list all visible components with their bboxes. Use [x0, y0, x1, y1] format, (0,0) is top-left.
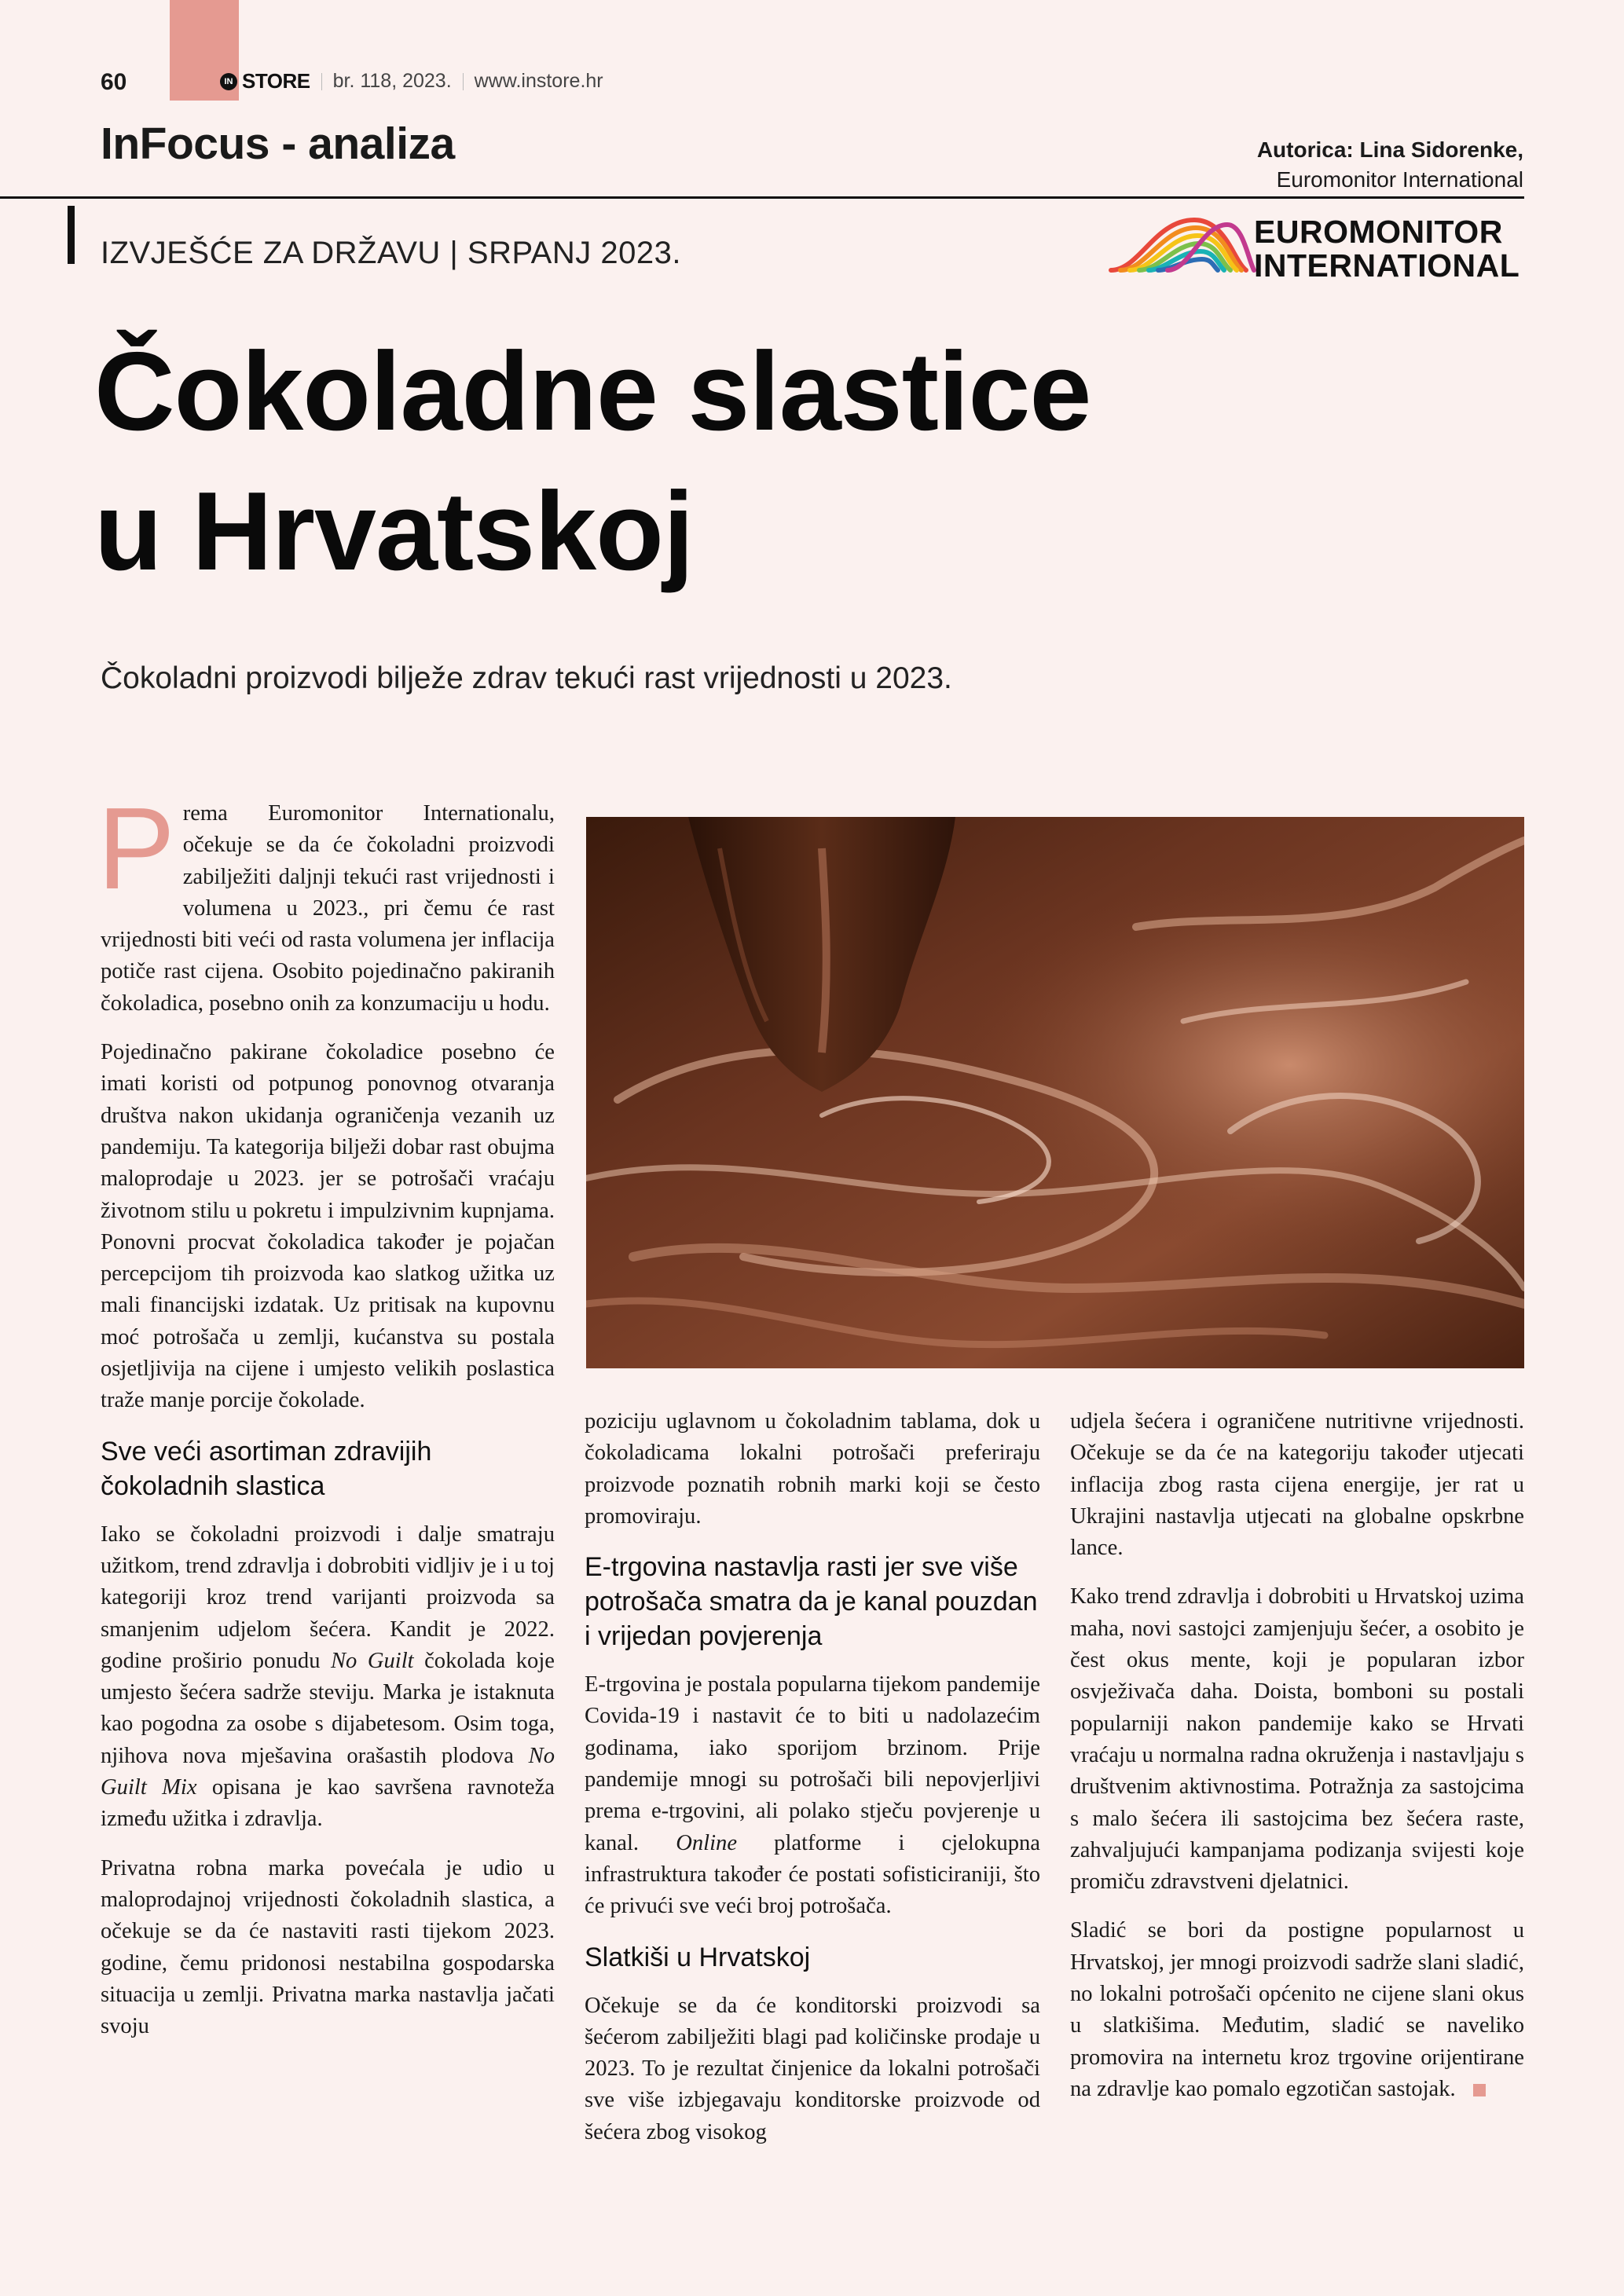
body-paragraph: Privatna robna marka povećala je udio u maloprodajnoj vrijednosti čokoladnih slastica, a očekuje se da će nastaviti rasti tijekom 2023. godine, čemu pridonosi nestabilna gospodarska situacija u zemlji. Privatna marka nastavlja jačati svoju [101, 1855, 555, 2039]
article-end-square-icon [1473, 2084, 1486, 2096]
body-paragraph [101, 1519, 555, 1836]
body-paragraph [1070, 1915, 1524, 2105]
body-paragraph: Kako trend zdravlja i dobrobiti u Hrvatskoj uzima maha, novi sastojci zamjenjuju šećer, a osobito je čest okus mente, koji je popularan izbor osvježivača daha. Doista, bomboni su postali popularniji nakon pandemije kako se Hrvati vraćaju u normalna radna okruženja i nastavljaju s društvenim aktivnostima. Potražnja za sastojcima s malo šećera ili sastojcima bez šećera raste, zahvaljujući kampanjama podizanja svijesti koje promiču zdravstveni djelatnici. [1070, 1584, 1524, 1895]
article-title-line1: Čokoladne slastice [94, 329, 1091, 454]
article-column-3 [1070, 1406, 1524, 2122]
brand-name: No Guilt Mix [101, 1743, 555, 1800]
article-lead: Čokoladni proizvodi bilježe zdrav tekući rast vrijednosti u 2023. [101, 661, 952, 695]
body-paragraph [97, 784, 555, 1020]
masthead-divider [321, 73, 322, 90]
website-link[interactable]: www.instore.hr [474, 70, 603, 92]
brand-name: No Guilt [330, 1648, 414, 1673]
page-number: 60 [101, 69, 127, 95]
instore-logo-text: STORE [242, 69, 310, 93]
drop-cap: P [97, 784, 175, 914]
body-paragraph: Pojedinačno pakirane čokoladice posebno će imati koristi od potpunog ponovnog otvaranja društva nakon ukidanja ograničenja vezanih uz pandemiju. Ta kategorija bilježi dobar rast obujma maloprodaje u 2023. jer se potrošači vraćaju životnom stilu u pokretu i impulzivnim kupnjama. Ponovni procvat čokoladica također je pojačan percepcijom tih proizvoda kao slatkog užitka uz mali financijski izdatak. Uz pritisak na kupovnu moć potrošača u zemlji, kućanstva su postala osjetljivija na cijene i umjesto velikih poslastica traže manje porcije čokolade. [101, 1040, 555, 1413]
paragraph-text: Iako se čokoladni proizvodi i dalje smatraju užitkom, trend zdravlja i dobrobiti vidljiv je i u toj kategoriji kroz trend varijanti proizvoda sa smanjenim udjelom šećera. Kandit je 2022. godine proširio ponudu [101, 1522, 555, 1673]
euromonitor-logo-line1: EUROMONITOR [1254, 214, 1503, 250]
euromonitor-logo-text [1254, 215, 1520, 283]
section-label: InFocus - analiza [101, 119, 455, 169]
chocolate-swirl-photo [586, 817, 1524, 1368]
paragraph-text: rema Euromonitor Internationalu, očekuje se da će čokoladni proizvodi zabilježiti daljnji tekući rast vrijednosti i volumena u 2023., pri čemu će rast vrijednosti biti veći od rasta volumena jer inflacija potiče rast cijena. Osobito pojedinačno pakiranih čokoladica, posebno onih za konzumaciju u hodu. [101, 801, 555, 1016]
emphasis-word: Online [676, 1830, 738, 1855]
author-name: Autorica: Lina Sidorenke, [1256, 137, 1523, 162]
subheading: Sve veći asortiman zdravijih čokoladnih slastica [101, 1436, 432, 1501]
instore-logo-badge: IN [220, 73, 237, 90]
paragraph-text: Sladić se bori da postigne popularnost u Hrvatskoj, jer mnogi proizvodi sadrže slani sladić, no lokalni potrošači općenito ne cijene slani okus u slatkišima. Međutim, sladić se naveliko promovira na internetu kroz trgovine orijentirane na zdravlje kao pomalo egzotičan sastojak. [1070, 1918, 1524, 2101]
paragraph-text: čokolada koje umjesto šećera sadrže steviju. Marka je istaknuta kao pogodna za osobe s dijabetesom. Osim toga, njihova nova mješavina orašastih plodova [101, 1648, 555, 1768]
subheading: E-trgovina nastavlja rasti jer sve više potrošača smatra da je kanal pouzdan i vrijedan povjerenja [585, 1552, 1038, 1652]
author-organization: Euromonitor International [1276, 167, 1523, 192]
report-bar-mark [68, 206, 75, 264]
issue-info: br. 118, 2023. [332, 70, 452, 92]
masthead [220, 69, 603, 93]
article-title-line2: u Hrvatskoj [94, 469, 694, 594]
paragraph-text: platforme i cjelokupna infrastruktura također će postati sofisticiraniji, što će privući sve veći broj potrošača. [585, 1830, 1040, 1919]
body-paragraph [585, 1669, 1040, 1922]
article-title [94, 322, 1091, 602]
header-rule [0, 196, 1524, 199]
subheading: Slatkiši u Hrvatskoj [585, 1942, 811, 1972]
euromonitor-logo-line2: INTERNATIONAL [1254, 247, 1520, 284]
paragraph-text: opisana je kao savršena ravnoteža između užitka i zdravlja. [101, 1775, 555, 1832]
body-paragraph: udjela šećera i ograničene nutritivne vrijednosti. Očekuje se da će na kategoriju također utjecati inflacija zbog rasta cijena energije, jer rat u Ukrajini nastavlja utjecati na globalne opskrbne lance. [1070, 1409, 1524, 1561]
paragraph-text: E-trgovina je postala popularna tijekom pandemije Covida-19 i nastavit će to biti u nadolazećim godinama, iako sporijom brzinom. Prije pandemije mnogi su potrošači bili nepovjerljivi prema e-trgovini, ali polako stječu povjerenje u kanal. [585, 1672, 1040, 1855]
article-column-1 [97, 784, 555, 2060]
body-paragraph: Očekuje se da će konditorski proizvodi sa šećerom zabilježiti blagi pad količinske prodaje u 2023. To je rezultat činjenice da lokalni potrošači sve više izbjegavaju konditorske proizvode od šećera zbog visokog [585, 1993, 1040, 2144]
author-block [1257, 135, 1523, 195]
article-column-2 [585, 1406, 1040, 2166]
report-line: IZVJEŠĆE ZA DRŽAVU | SRPANJ 2023. [101, 236, 681, 270]
body-paragraph: poziciju uglavnom u čokoladnim tablama, dok u čokoladicama lokalni potrošači preferiraju proizvode poznatih robnih marki koji se često promoviraju. [585, 1409, 1040, 1529]
masthead-divider [463, 73, 464, 90]
